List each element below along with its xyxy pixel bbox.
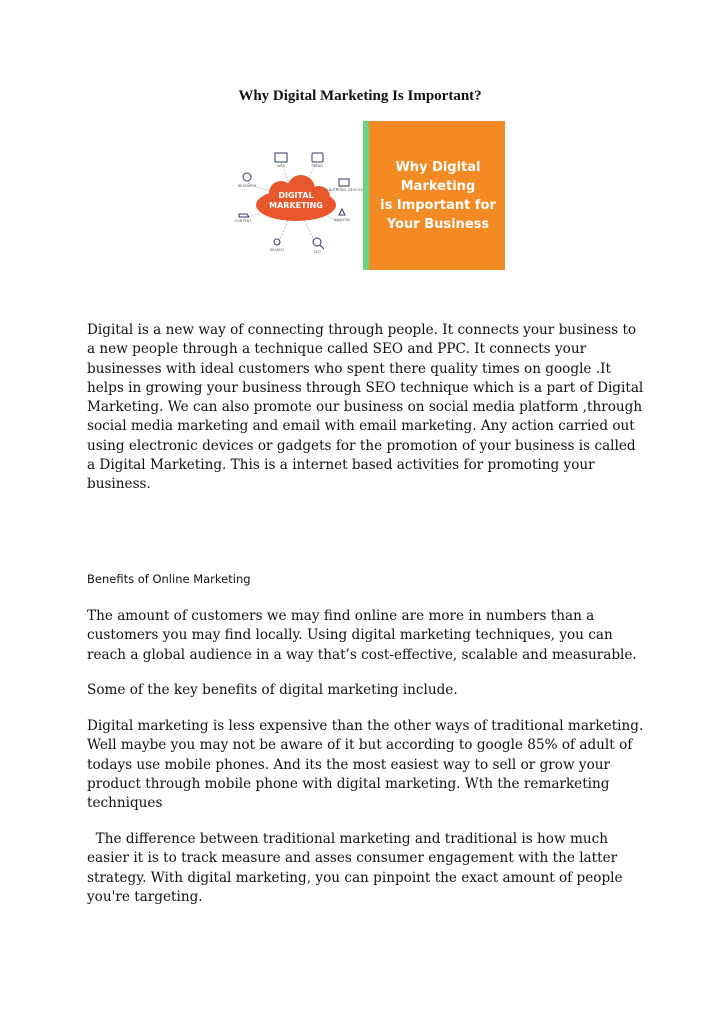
body-paragraph-difference: The difference between traditional marketing and traditional is how much easier it is to track measure and asses consumer engagement with the latter strategy. With digital marketing, you can pinpoint the exact amount of people you're targeting. [87, 831, 627, 905]
intro-paragraph: Digital is a new way of connecting through people. It connects your business to a new people through a technique called SEO and PPC. It connects your businesses with ideal customers who spent there quality times on google .It helps in growing your business through SEO technique which is a part of Digital Marketing. We can also promote our business on social media platform ,through social media marketing and email with email marketing. Any action carried out using electronic devices or gadgets for the promotion of your business is called a Digital Marketing. This is a internet based activities for promoting your business. [87, 322, 644, 493]
node-label-trend: TREND [310, 164, 324, 168]
benefits-heading: Benefits of Online Marketing [87, 572, 251, 586]
node-label-web: WEB [276, 164, 286, 168]
diagram-center-label-2: MARKETING [269, 201, 323, 210]
node-label-research: RESEARCH [237, 184, 257, 188]
node-label-search: SEARCH [269, 248, 285, 252]
diagram-center-label-1: DIGITAL [278, 191, 314, 200]
node-label-analysis: ANALYSIS [333, 218, 351, 222]
web-icon [275, 153, 287, 162]
content-icon [239, 214, 249, 217]
digital-marketing-diagram [229, 141, 363, 271]
trend-icon [312, 153, 323, 162]
electronic-devices-icon [339, 179, 349, 186]
hero-image [229, 121, 505, 271]
document-title: Why Digital Marketing Is Important? [238, 88, 482, 104]
hero-banner-text: Why Digital Marketing is Important for Your Business [380, 159, 496, 232]
body-paragraph-cost: Digital marketing is less expensive than the other ways of traditional marketing. Well maybe you may not be aware of it but according to google 85% of adult of todays use mobile phones. And its the most easiest way to sell or grow your product through mobile phone with digital marketing. Wth the remarketing techniques [87, 718, 644, 812]
body-paragraph-customers: The amount of customers we may find online are more in numbers than a customers you may find locally. Using digital marketing techniques, you can reach a global audience in a way that’s cost-effective, scalable and measurable. [87, 608, 637, 663]
analysis-icon [339, 209, 345, 215]
seo-icon [313, 238, 321, 246]
research-icon [243, 173, 251, 181]
node-label-seo: SEO [313, 250, 321, 254]
hero-banner [363, 121, 505, 270]
body-paragraph-key-benefits: Some of the key benefits of digital marketing include. [87, 682, 458, 698]
node-label-content: CONTENT [234, 219, 252, 223]
search-icon [274, 239, 280, 245]
node-label-electronic-devices: ELECTRONIC DEVICES [324, 188, 363, 192]
